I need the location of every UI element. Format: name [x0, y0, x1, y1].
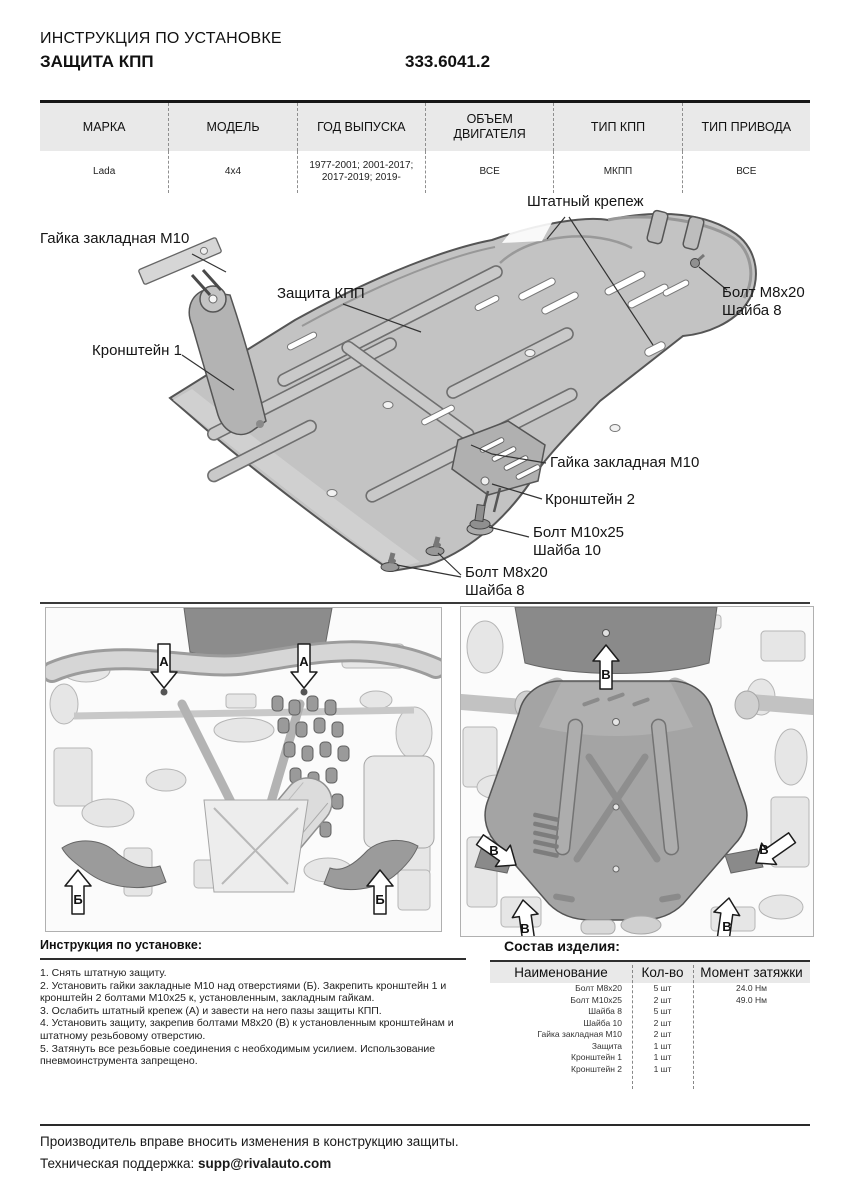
footer-divider [40, 1124, 810, 1126]
cell-model: 4x4 [168, 151, 296, 193]
parts-table-body [490, 983, 810, 1075]
vehicle-spec-table [40, 100, 810, 193]
label-rivet-nut-top: Гайка закладная М10 [40, 230, 190, 247]
cell-engine: ВСЕ [425, 151, 553, 193]
part-qty: 1 шт [653, 1063, 672, 1074]
col-header-brand: МАРКА [82, 119, 126, 134]
part-torque: 24.0 Нм [736, 983, 767, 993]
label-bolt-m10-line1: Болт М10х25 [533, 524, 625, 541]
part-name: Шайба 8 [588, 1006, 622, 1016]
label-bolt-m10-line2: Шайба 10 [533, 542, 601, 559]
exploded-diagram-illustration [40, 193, 810, 602]
step-1: 1. Снять штатную защиту. [40, 967, 167, 979]
label-bolt-m8-right [722, 284, 805, 320]
part-qty: 1 шт [653, 1040, 672, 1051]
label-rivet-nut-right: Гайка закладная М10 [550, 454, 700, 471]
part-name: Шайба 10 [583, 1017, 622, 1028]
vehicle-table-data-row [40, 151, 810, 193]
label-bolt-m10 [533, 524, 624, 560]
part-torque [693, 1064, 810, 1076]
manufacturer-notice: Производитель вправе вносить изменения в конструкцию защиты. [40, 1134, 459, 1149]
cell-brand: Lada [93, 165, 116, 177]
front-guard-shape [515, 607, 717, 674]
doc-type-title: ИНСТРУКЦИЯ ПО УСТАНОВКЕ [40, 30, 282, 47]
parts-row [490, 1041, 810, 1053]
part-torque [693, 1052, 810, 1064]
part-qty: 5 шт [653, 1006, 672, 1016]
parts-row [490, 983, 810, 995]
parts-col-qty: Кол-во [641, 965, 684, 980]
label-bolt-m8-bottom-line1: Болт М8х20 [465, 564, 548, 581]
label-factory-mount: Штатный крепеж [527, 193, 644, 210]
part-name: Болт М10х25 [570, 994, 622, 1005]
marker-letter-a: А [159, 654, 169, 669]
part-name: Кронштейн 1 [571, 1052, 622, 1062]
part-torque: 49.0 Нм [736, 994, 767, 1005]
footer [40, 1131, 459, 1175]
part-torque [693, 1006, 810, 1018]
marker-letter-v: В [759, 842, 769, 857]
marker-letter-v: В [722, 919, 732, 934]
installation-instructions-section [40, 938, 466, 1068]
part-name: Кронштейн 2 [571, 1063, 622, 1074]
parts-col-torque: Момент затяжки [700, 965, 803, 980]
part-name: Защита [591, 1040, 622, 1051]
instruction-steps [40, 967, 466, 1068]
part-qty: 2 шт [653, 1017, 672, 1028]
cell-gearbox: МКПП [553, 151, 681, 193]
marker-letter-b: Б [73, 892, 83, 907]
part-number: 333.6041.2 [405, 52, 491, 71]
marker-letter-v: В [601, 667, 611, 682]
part-qty: 2 шт [653, 1029, 672, 1039]
label-bolt-m8-right-line2: Шайба 8 [722, 302, 782, 319]
label-bracket-2: Кронштейн 2 [545, 491, 635, 508]
parts-list-section [490, 938, 810, 1075]
underbody-photo-installed [460, 606, 814, 937]
part-qty: 2 шт [653, 994, 672, 1005]
marker-letter-b: Б [375, 892, 385, 907]
parts-row [490, 1052, 810, 1064]
product-title: ЗАЩИТА КПП [40, 52, 154, 71]
underbody-before-illustration [46, 608, 441, 931]
parts-row [490, 1006, 810, 1018]
step-4: 4. Установить защиту, закрепив болтами М8х20 (В) к установленным кронштейнам и штатному резьбовому отверстию. [40, 1017, 454, 1042]
step-2: 2. Установить гайки закладные М10 над отверстиями (Б). Закрепить кронштейн 1 и кронштейн 2 болтами М10х25 к, установленным, закладным гайкам. [40, 979, 447, 1005]
support-email: supp@rivalauto.com [198, 1156, 332, 1171]
part-name: Гайка закладная М10 [537, 1029, 622, 1039]
marker-letter-v: В [520, 921, 530, 936]
underbody-photo-before [45, 607, 442, 932]
label-guard: Защита КПП [277, 285, 365, 302]
step-5: 5. Затянуть все резьбовые соединения с необходимым усилием. Использование пневмоинструмента запрещено. [40, 1042, 436, 1068]
parts-row [490, 995, 810, 1007]
step-3: 3. Ослабить штатный крепеж (А) и завести на него пазы защиты КПП. [40, 1004, 382, 1017]
exploded-view-diagram [40, 193, 810, 602]
marker-letter-a: А [299, 654, 309, 669]
col-header-engine: ОБЪЕМ ДВИГАТЕЛЯ [425, 103, 553, 151]
part-qty: 5 шт [653, 983, 672, 993]
col-header-model: МОДЕЛЬ [168, 103, 296, 151]
part-torque [693, 1041, 810, 1053]
part-torque [693, 1029, 810, 1041]
instructions-title: Инструкция по установке: [40, 938, 202, 952]
label-bolt-m8-right-line1: Болт М8х20 [722, 284, 805, 301]
label-bracket-1: Кронштейн 1 [92, 342, 182, 359]
cell-year: 1977-2001; 2001-2017; 2017-2019; 2019- [297, 151, 425, 193]
part-qty: 1 шт [653, 1052, 672, 1062]
underbody-installed-illustration [461, 607, 813, 936]
cell-drive: ВСЕ [682, 151, 810, 193]
parts-divider-2 [693, 965, 694, 1089]
label-bolt-m8-bottom [465, 564, 548, 600]
parts-row [490, 1018, 810, 1030]
parts-row [490, 1029, 810, 1041]
col-header-drive: ТИП ПРИВОДА [682, 103, 810, 151]
parts-table-header [490, 962, 810, 983]
parts-title: Состав изделия: [504, 938, 620, 954]
section-divider [40, 602, 810, 604]
col-header-year: ГОД ВЫПУСКА [297, 103, 425, 151]
marker-letter-v: В [489, 843, 499, 858]
part-name: Болт М8х20 [575, 983, 622, 993]
parts-col-name: Наименование [514, 965, 608, 980]
support-line [40, 1153, 459, 1175]
col-header-gearbox: ТИП КПП [553, 103, 681, 151]
parts-row [490, 1064, 810, 1076]
label-bolt-m8-bottom-line2: Шайба 8 [465, 582, 525, 599]
vehicle-table-header-row [40, 103, 810, 151]
support-label: Техническая поддержка: [40, 1156, 199, 1171]
parts-divider-1 [632, 965, 633, 1089]
instructions-underline [40, 958, 466, 960]
part-torque [693, 1018, 810, 1030]
